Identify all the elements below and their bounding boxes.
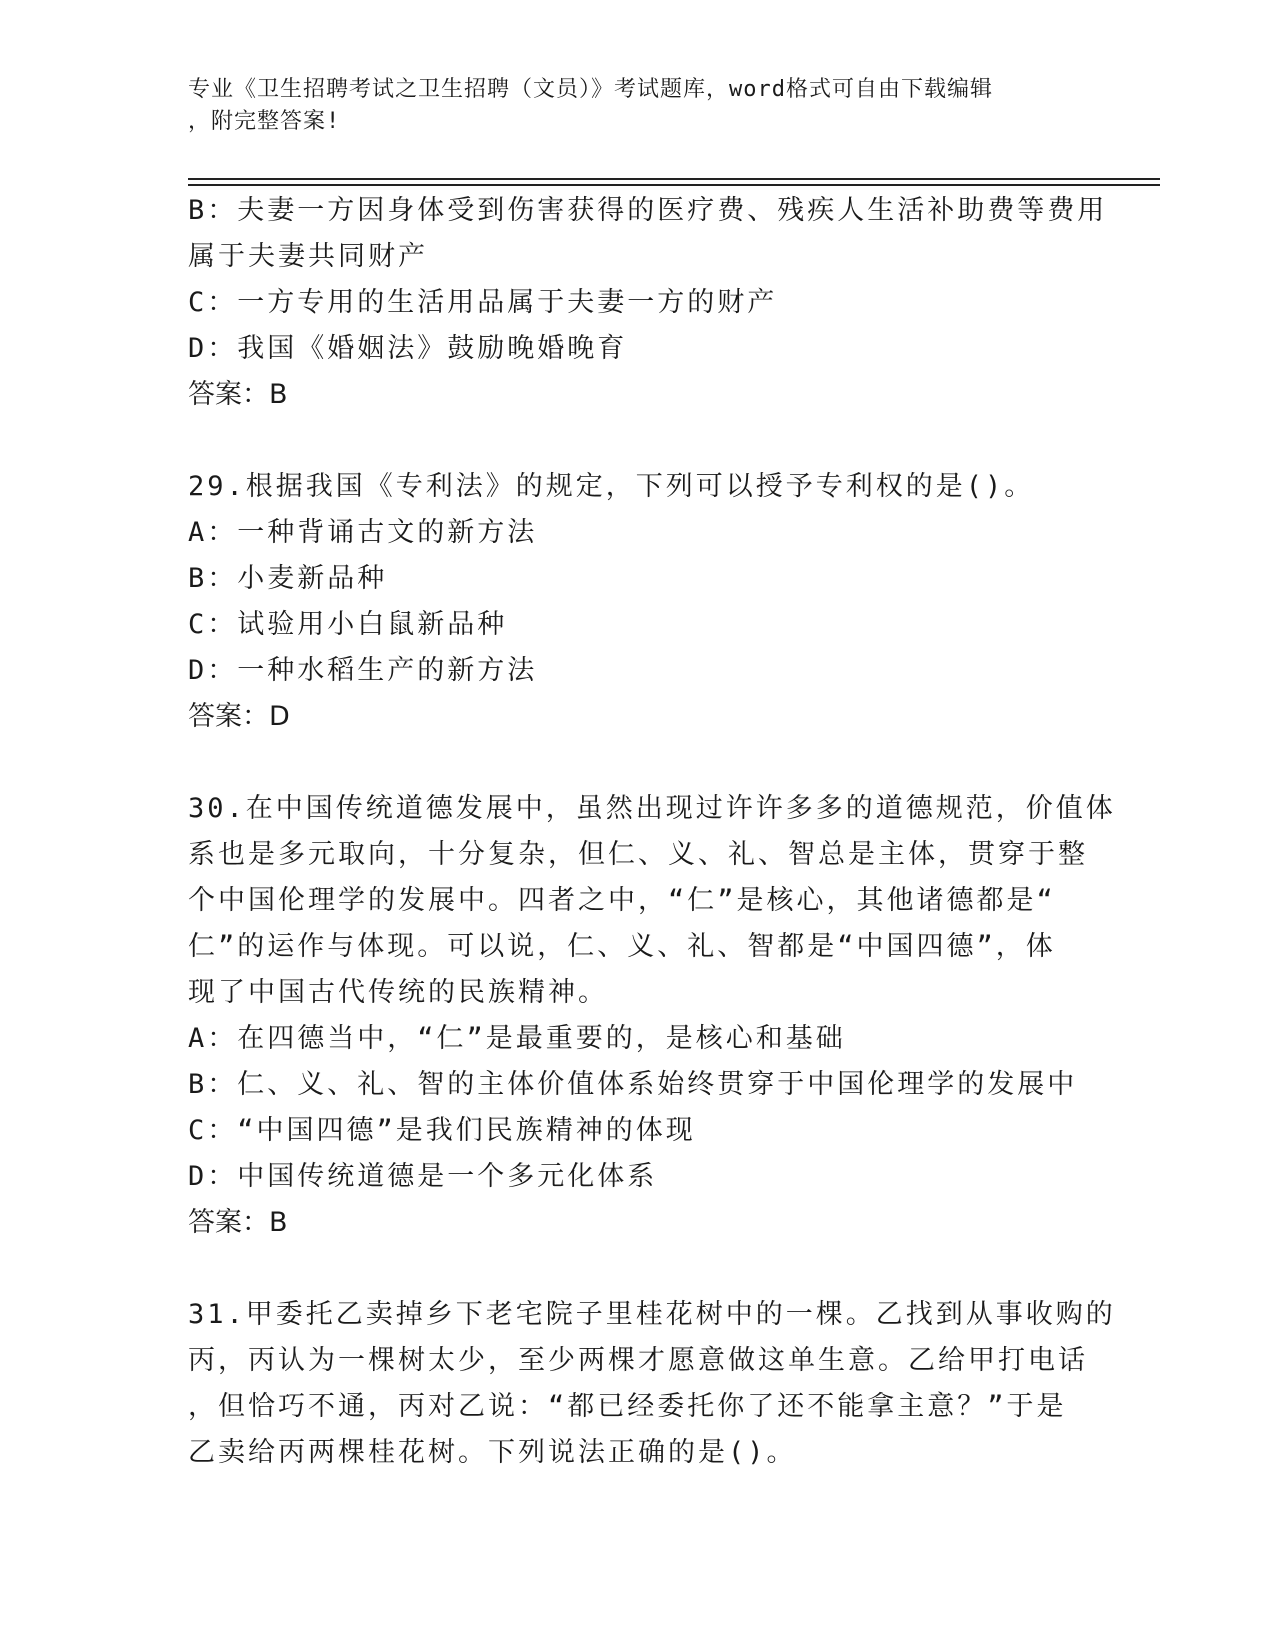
- q30-question-line: 系也是多元取向，十分复杂，但仁、义、礼、智总是主体，贯穿于整: [188, 839, 1088, 870]
- spacer: [188, 1246, 1088, 1292]
- q31-question-line: 丙，丙认为一棵树太少，至少两棵才愿意做这单生意。乙给甲打电话: [188, 1345, 1088, 1376]
- q30-question-line: 现了中国古代传统的民族精神。: [188, 977, 608, 1008]
- document-header: [188, 74, 1068, 138]
- q29-option-a: A：一种背诵古文的新方法: [188, 517, 538, 548]
- q30-question-line: 仁”的运作与体现。可以说，仁、义、礼、智都是“中国四德”，体: [188, 931, 1056, 962]
- question-30-block: [188, 786, 1116, 1246]
- q29-option-c: C：试验用小白鼠新品种: [188, 609, 508, 640]
- q29-question: 29.根据我国《专利法》的规定，下列可以授予专利权的是()。: [188, 471, 1035, 502]
- q30-option-a: A：在四德当中，“仁”是最重要的，是核心和基础: [188, 1023, 846, 1054]
- q29-option-b: B：小麦新品种: [188, 563, 388, 594]
- q28-option-d: D：我国《婚姻法》鼓励晚婚晚育: [188, 333, 628, 364]
- q31-question-line: ，但恰巧不通，丙对乙说：“都已经委托你了还不能拿主意？”于是: [188, 1391, 1067, 1422]
- question-31-block: [188, 1292, 1116, 1476]
- q31-question-line: 31.甲委托乙卖掉乡下老宅院子里桂花树中的一棵。乙找到从事收购的: [188, 1299, 1116, 1330]
- q30-question-line: 个中国伦理学的发展中。四者之中，“仁”是核心，其他诸德都是“: [188, 885, 1056, 916]
- spacer: [188, 418, 1088, 464]
- q28-option-c: C：一方专用的生活用品属于夫妻一方的财产: [188, 287, 778, 318]
- question-29-block: [188, 464, 1088, 740]
- document-body: [188, 188, 1116, 1476]
- q29-option-d: D：一种水稻生产的新方法: [188, 655, 538, 686]
- q28-option-b-line-1: B：夫妻一方因身体受到伤害获得的医疗费、残疾人生活补助费等费用: [188, 195, 1108, 226]
- header-line-2: ，附完整答案!: [188, 109, 341, 134]
- q28-option-b-line-2: 属于夫妻共同财产: [188, 241, 428, 272]
- header-line-1: 专业《卫生招聘考试之卫生招聘（文员）》考试题库，word格式可自由下载编辑: [188, 77, 993, 102]
- q30-option-d: D：中国传统道德是一个多元化体系: [188, 1161, 658, 1192]
- q29-answer: 答案：D: [188, 701, 290, 732]
- q30-answer: 答案：B: [188, 1207, 288, 1238]
- header-divider-bottom: [188, 184, 1160, 186]
- question-28-block: [188, 188, 1108, 418]
- q30-option-b: B：仁、义、礼、智的主体价值体系始终贯穿于中国伦理学的发展中: [188, 1069, 1078, 1100]
- header-divider-top: [188, 178, 1160, 180]
- q28-answer: 答案：B: [188, 379, 288, 410]
- q31-question-line: 乙卖给丙两棵桂花树。下列说法正确的是()。: [188, 1437, 797, 1468]
- q30-option-c: C：“中国四德”是我们民族精神的体现: [188, 1115, 696, 1146]
- spacer: [188, 740, 1088, 786]
- q30-question-line: 30.在中国传统道德发展中，虽然出现过许许多多的道德规范，价值体: [188, 793, 1116, 824]
